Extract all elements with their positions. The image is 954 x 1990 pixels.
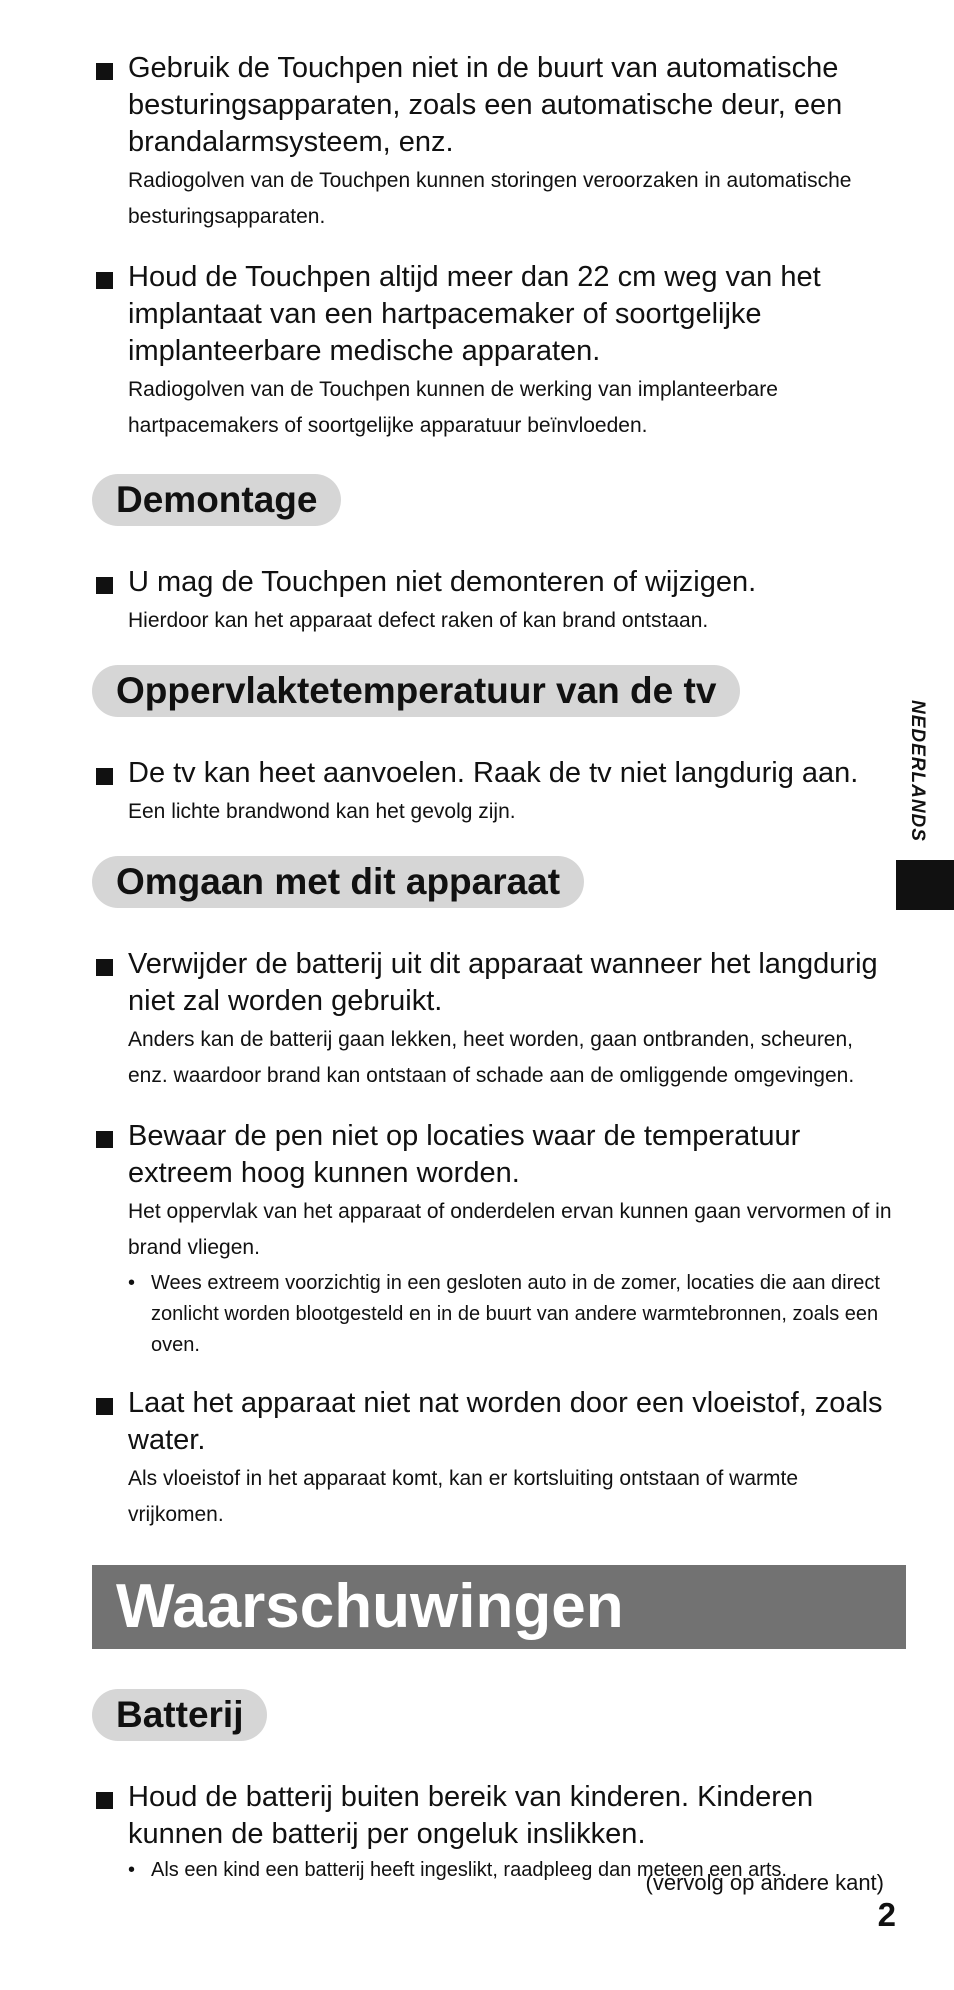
item-heading: U mag de Touchpen niet demonteren of wijzigen. (128, 566, 757, 598)
square-bullet-icon (96, 959, 113, 976)
list-item (92, 1385, 892, 1533)
list-item (92, 946, 892, 1094)
square-bullet-icon (96, 768, 113, 785)
item-body: Het oppervlak van het apparaat of onderdelen ervan kunnen gaan vervormen of in brand vliegen. (128, 1200, 892, 1259)
dot-bullet-icon: • (128, 1272, 136, 1294)
item-heading: Laat het apparaat niet nat worden door een vloeistof, zoals water. (128, 1387, 883, 1456)
list-item (92, 1118, 892, 1361)
square-bullet-icon (96, 1792, 113, 1809)
continued-note: (vervolg op andere kant) (645, 1870, 884, 1895)
list-item (92, 755, 892, 826)
page-number: 2 (877, 1896, 896, 1933)
item-heading: De tv kan heet aanvoelen. Raak de tv niet langdurig aan. (128, 757, 859, 789)
section-title-omgaan: Omgaan met dit apparaat (92, 856, 584, 908)
dot-bullet-icon: • (128, 1859, 136, 1881)
item-heading: Verwijder de batterij uit dit apparaat wanneer het langdurig niet zal worden gebruikt. (128, 948, 878, 1017)
language-tab-marker (896, 860, 954, 910)
chapter-banner: Waarschuwingen (92, 1565, 906, 1649)
sub-list-item (128, 1268, 892, 1361)
list-item (92, 564, 892, 635)
item-body: Radiogolven van de Touchpen kunnen storingen veroorzaken in automatische besturingsapparaten. (128, 169, 852, 228)
section-title-oppervlaktetemperatuur: Oppervlaktetemperatuur van de tv (92, 665, 740, 717)
square-bullet-icon (96, 63, 113, 80)
item-body: Anders kan de batterij gaan lekken, heet worden, gaan ontbranden, scheuren, enz. waardoor brand kan ontstaan of schade aan de omliggende omgevingen. (128, 1028, 855, 1087)
square-bullet-icon (96, 1398, 113, 1415)
square-bullet-icon (96, 577, 113, 594)
item-body: Een lichte brandwond kan het gevolg zijn. (128, 800, 516, 823)
sub-item-text: Wees extreem voorzichtig in een gesloten auto in de zomer, locaties die aan direct zonlicht worden blootgesteld en in de buurt van andere warmtebronnen, zoals een oven. (151, 1272, 880, 1356)
document-page (92, 50, 892, 1910)
square-bullet-icon (96, 1131, 113, 1148)
item-heading: Bewaar de pen niet op locaties waar de temperatuur extreem hoog kunnen worden. (128, 1120, 801, 1189)
item-body: Hierdoor kan het apparaat defect raken of kan brand ontstaan. (128, 609, 709, 632)
square-bullet-icon (96, 272, 113, 289)
list-item (92, 50, 892, 235)
list-item (92, 259, 892, 444)
item-heading: Houd de Touchpen altijd meer dan 22 cm weg van het implantaat van een hartpacemaker of soortgelijke implanteerbare medische apparaten. (128, 261, 821, 367)
section-title-demontage: Demontage (92, 474, 341, 526)
item-body: Radiogolven van de Touchpen kunnen de werking van implanteerbare hartpacemakers of soortgelijke apparatuur beïnvloeden. (128, 378, 778, 437)
item-body: Als vloeistof in het apparaat komt, kan er kortsluiting ontstaan of warmte vrijkomen. (128, 1467, 799, 1526)
item-heading: Houd de batterij buiten bereik van kinderen. Kinderen kunnen de batterij per ongeluk inslikken. (128, 1781, 814, 1850)
language-side-label: NEDERLANDS (907, 700, 928, 842)
section-title-batterij: Batterij (92, 1689, 267, 1741)
sub-item-text: Als een kind een batterij heeft ingeslikt, raadpleeg dan meteen een arts. (151, 1859, 787, 1881)
item-heading: Gebruik de Touchpen niet in de buurt van automatische besturingsapparaten, zoals een automatische deur, een brandalarmsysteem, enz. (128, 52, 843, 158)
